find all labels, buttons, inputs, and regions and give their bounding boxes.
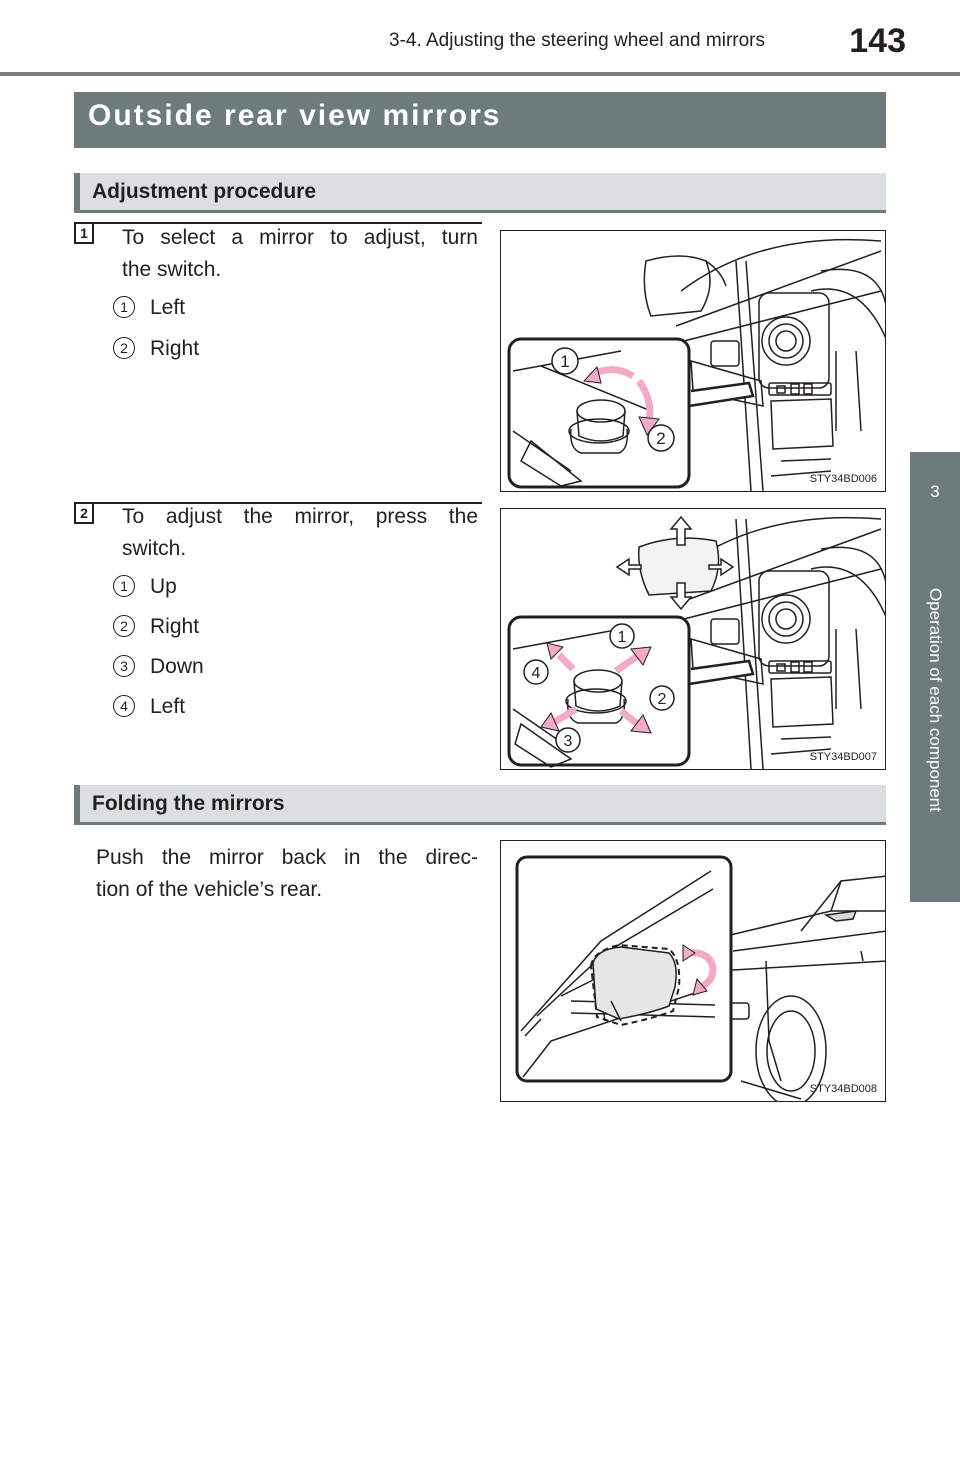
chapter-title: Operation of each component	[926, 588, 945, 812]
figure-mirror-adjust-switch	[500, 508, 886, 770]
item-label-up: Up	[150, 575, 177, 598]
step-1-text-line: To select a mirror to adjust, turn	[122, 226, 478, 249]
figure-1-illustration	[501, 231, 886, 492]
folding-text-line: tion of the vehicle’s rear.	[96, 878, 323, 901]
step-2-badge: 2	[74, 502, 94, 524]
figure-1-id: STY34BD006	[809, 473, 877, 485]
step-2-text	[122, 501, 478, 565]
adjustment-heading: Adjustment procedure	[92, 180, 317, 203]
figure-3-illustration	[501, 841, 886, 1102]
step-1-badge: 1	[74, 222, 94, 244]
page-number: 143	[849, 22, 906, 60]
folding-heading: Folding the mirrors	[92, 792, 285, 815]
item-label-right: Right	[150, 337, 200, 360]
item-number: 2	[113, 615, 135, 637]
item-label-left: Left	[150, 296, 186, 319]
item-label-right: Right	[150, 615, 200, 638]
figure-mirror-folding	[500, 840, 886, 1102]
header-rule	[0, 72, 960, 76]
item-number: 3	[113, 655, 135, 677]
item-number: 1	[113, 575, 135, 597]
step-1-text-line: the switch.	[122, 258, 222, 281]
item-number: 2	[113, 337, 135, 359]
figure-2-illustration	[501, 509, 886, 770]
figure-3-id: STY34BD008	[809, 1083, 877, 1095]
figure-1-callout: 1	[560, 352, 570, 371]
figure-2-callout: 4	[531, 665, 541, 682]
step-2-text-line: switch.	[122, 537, 187, 560]
step-1-text	[122, 222, 478, 286]
step-2-text-line: To adjust the mirror, press the	[122, 505, 478, 528]
figure-2-callout: 1	[617, 629, 627, 646]
folding-text-line: Push the mirror back in the direc-	[96, 846, 478, 869]
folding-text	[96, 842, 478, 906]
figure-mirror-select-switch	[500, 230, 886, 492]
figure-2-callout: 3	[563, 733, 573, 750]
chapter-number: 3	[930, 482, 940, 501]
figure-2-id: STY34BD007	[809, 751, 877, 763]
figure-2-callout: 2	[657, 691, 667, 708]
item-label-left: Left	[150, 695, 186, 718]
running-header-section: 3-4. Adjusting the steering wheel and mirrors	[389, 30, 765, 51]
item-label-down: Down	[150, 655, 204, 678]
item-number: 1	[113, 296, 135, 318]
figure-1-callout: 2	[656, 429, 666, 448]
page-title: Outside rear view mirrors	[88, 99, 502, 132]
item-number: 4	[113, 695, 135, 717]
